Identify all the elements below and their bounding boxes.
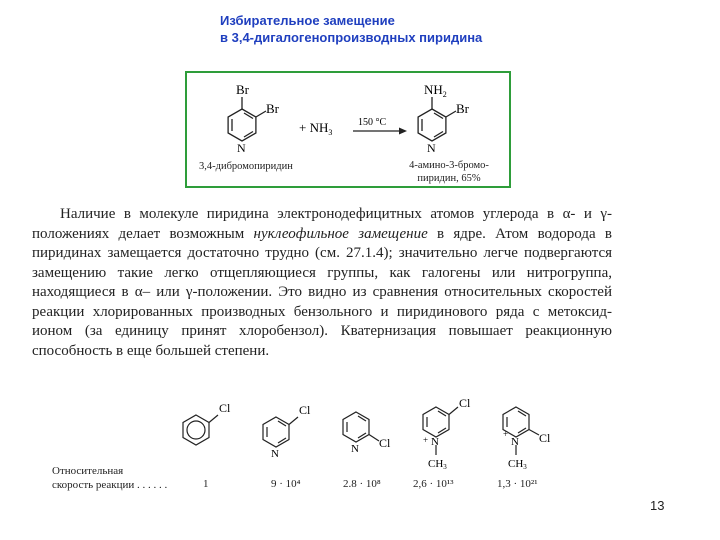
product-br: Br	[456, 101, 469, 116]
paragraph-emphasis: нуклеофильное замещение	[253, 225, 428, 242]
reaction-scheme-box	[185, 71, 511, 188]
paragraph-1	[32, 205, 612, 361]
product-name	[389, 159, 509, 185]
3-chloropyridine-n: N	[271, 448, 279, 460]
slide-title	[220, 12, 482, 46]
title-line-2: в 3,4-дигалогенопроизводных пиридина	[220, 30, 483, 45]
reagent-label: + $NH_3$	[299, 120, 333, 137]
reactant-n: N	[237, 141, 246, 155]
2-chloropyridine-n: N	[351, 443, 359, 455]
rate-label-line-2: скорость реакции . . . . . .	[52, 479, 168, 491]
paragraph-text-a: Наличие в молекуле пиридина электронодефицитных атомов углерода в α- и γ-положениях делает возможным	[32, 206, 612, 242]
product-ring	[418, 97, 456, 141]
title-line-1: Избирательное замещение	[220, 13, 395, 28]
page-number: 13	[650, 498, 665, 513]
n-methyl-2-chloropyridinium-ch3: CH3	[508, 458, 527, 471]
n-methyl-2-chloropyridinium-cl: Cl	[539, 431, 551, 445]
n-methyl-3-chloropyridinium-ch3: CH3	[428, 458, 447, 471]
comparison-structures	[160, 395, 580, 475]
2-chloropyridine-cl: Cl	[379, 436, 391, 450]
3-chloropyridine-ring	[263, 417, 298, 447]
2-chloropyridine-ring	[343, 412, 379, 442]
rate-n-methyl-3-chloropyridinium: 2,6 · 10¹³	[413, 478, 454, 490]
reaction-arrow-head	[399, 128, 407, 135]
product-nh2: $NH_2$	[424, 82, 447, 99]
chlorobenzene-ring	[183, 415, 218, 445]
product-name-line-2: пиридин, 65%	[417, 173, 481, 184]
n-methyl-2-chloropyridinium-n: N	[511, 436, 519, 448]
3-chloropyridine-cl: Cl	[299, 403, 311, 417]
product-n: N	[427, 141, 436, 155]
n-methyl-2-chloropyridinium-plus: +	[503, 429, 509, 439]
product-name-line-1: 4-амино-3-бромо-	[409, 160, 489, 171]
rate-2-chloropyridine: 2.8 · 10⁸	[343, 478, 381, 490]
n-methyl-3-chloropyridinium-plus: +	[423, 435, 429, 445]
n-methyl-3-chloropyridinium-cl: Cl	[459, 396, 471, 410]
reaction-condition: 150 °С	[358, 117, 387, 128]
rate-3-chloropyridine: 9 · 10⁴	[271, 478, 301, 490]
n-methyl-2-chloropyridinium-ring	[503, 407, 539, 455]
n-methyl-3-chloropyridinium-n: N	[431, 436, 439, 448]
chlorobenzene-cl: Cl	[219, 401, 231, 415]
reactant-name: 3,4-дибромопиридин	[199, 161, 293, 172]
paragraph-text-b: в ядре. Атом водорода в пиридинах замещается достаточно трудно (см. 27.1.4); значительно легче подвергаются замещению такие легко отщепляющиеся группы, как галогены или нитрогруппа, находящиеся в α– или γ-положении. Это видно из сравнения относительных скоростей реакции хлорированных производных бензольного и пиридинового ряда с метоксид-ионом (за единицу принят хлоробензол). Кватернизация повышает реакционную способность в еще большей степени.	[32, 225, 612, 359]
rate-chlorobenzene: 1	[203, 478, 209, 490]
reactant-ring	[228, 97, 266, 141]
n-methyl-3-chloropyridinium-ring	[423, 407, 458, 455]
rate-n-methyl-2-chloropyridinium: 1,3 · 10²¹	[497, 478, 538, 490]
reactant-br-3: Br	[266, 101, 279, 116]
rate-label-line-1: Относительная	[52, 465, 124, 477]
body-paragraph	[32, 205, 612, 361]
reactant-br-4: Br	[236, 82, 249, 97]
